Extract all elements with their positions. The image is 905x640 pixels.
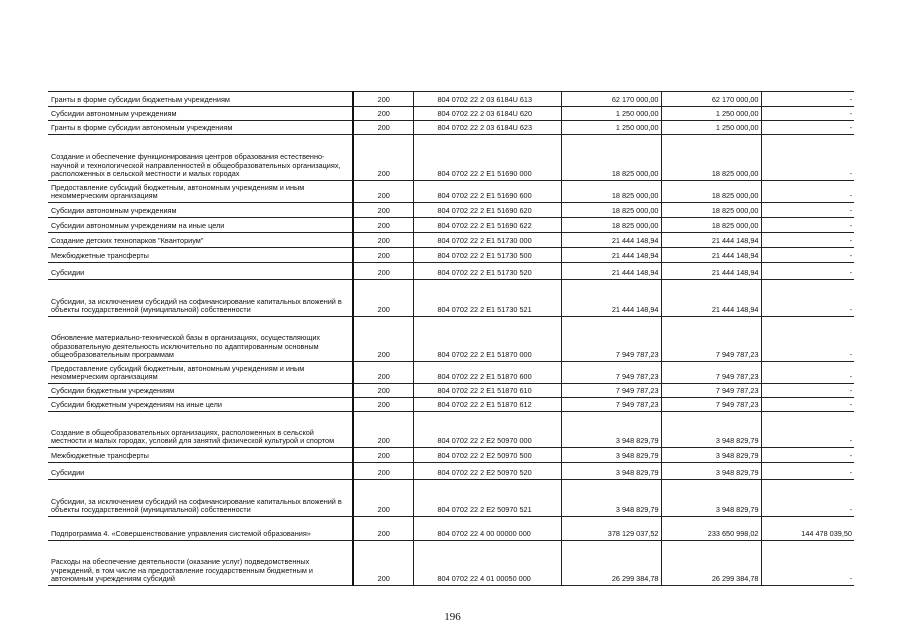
row-executed-amount: 7 949 787,23 [661,362,761,384]
table-row [48,384,854,398]
row-executed-amount: 18 825 000,00 [661,203,761,218]
row-code: 200 [353,121,413,135]
row-unexecuted-amount: - [761,412,854,448]
row-code: 200 [353,317,413,362]
row-classification-code: 804 0702 22 2 E1 51730 500 [413,248,561,263]
row-name: Субсидии автономным учреждениям [48,107,353,121]
row-approved-amount: 18 825 000,00 [561,135,661,181]
row-classification-code: 804 0702 22 2 E1 51870 612 [413,398,561,412]
row-name: Субсидии бюджетным учреждениям на иные цели [48,398,353,412]
row-unexecuted-amount: - [761,448,854,463]
row-approved-amount: 3 948 829,79 [561,463,661,480]
row-code: 200 [353,92,413,107]
table-row [48,412,854,448]
table-row [48,280,854,317]
table-row [48,248,854,263]
row-executed-amount: 1 250 000,00 [661,121,761,135]
row-executed-amount: 26 299 384,78 [661,541,761,586]
row-approved-amount: 18 825 000,00 [561,203,661,218]
row-name: Предоставление субсидий бюджетным, автономным учреждениям и иным некоммерческим организациям [48,362,353,384]
table-row [48,203,854,218]
row-name: Субсидии [48,263,353,280]
table-row [48,181,854,203]
row-classification-code: 804 0702 22 2 E1 51870 610 [413,384,561,398]
row-approved-amount: 3 948 829,79 [561,448,661,463]
row-unexecuted-amount: - [761,92,854,107]
row-executed-amount: 21 444 148,94 [661,233,761,248]
row-unexecuted-amount: - [761,121,854,135]
row-unexecuted-amount: - [761,107,854,121]
row-approved-amount: 18 825 000,00 [561,181,661,203]
row-unexecuted-amount: - [761,233,854,248]
table-row [48,317,854,362]
table-row [48,463,854,480]
row-code: 200 [353,181,413,203]
row-approved-amount: 1 250 000,00 [561,107,661,121]
row-name: Субсидии бюджетным учреждениям [48,384,353,398]
table-row [48,480,854,517]
row-unexecuted-amount: - [761,181,854,203]
row-name: Создание детских технопарков "Кванториум" [48,233,353,248]
table-row [48,263,854,280]
row-classification-code: 804 0702 22 2 E1 51730 520 [413,263,561,280]
row-approved-amount: 62 170 000,00 [561,92,661,107]
row-executed-amount: 18 825 000,00 [661,135,761,181]
row-unexecuted-amount: - [761,248,854,263]
row-unexecuted-amount: - [761,384,854,398]
row-approved-amount: 21 444 148,94 [561,263,661,280]
table-row [48,218,854,233]
row-approved-amount: 378 129 037,52 [561,517,661,541]
row-classification-code: 804 0702 22 4 01 00050 000 [413,541,561,586]
row-executed-amount: 7 949 787,23 [661,398,761,412]
row-executed-amount: 1 250 000,00 [661,107,761,121]
table-row [48,107,854,121]
row-executed-amount: 3 948 829,79 [661,412,761,448]
row-code: 200 [353,480,413,517]
row-name: Гранты в форме субсидии бюджетным учреждениям [48,92,353,107]
row-classification-code: 804 0702 22 2 03 6184U 623 [413,121,561,135]
row-code: 200 [353,248,413,263]
row-executed-amount: 18 825 000,00 [661,181,761,203]
row-unexecuted-amount: - [761,317,854,362]
row-code: 200 [353,203,413,218]
row-code: 200 [353,384,413,398]
row-approved-amount: 21 444 148,94 [561,248,661,263]
row-approved-amount: 21 444 148,94 [561,233,661,248]
row-approved-amount: 26 299 384,78 [561,541,661,586]
row-classification-code: 804 0702 22 2 E1 51690 600 [413,181,561,203]
page-number: 196 [444,611,461,623]
row-code: 200 [353,398,413,412]
row-approved-amount: 7 949 787,23 [561,384,661,398]
row-approved-amount: 21 444 148,94 [561,280,661,317]
row-name: Межбюджетные трансферты [48,448,353,463]
row-name: Обновление материально-технической базы в организациях, осуществляющих образовательную деятельность исключительно по адаптированным основным общеобразовательным программам [48,317,353,362]
row-executed-amount: 233 650 998,02 [661,517,761,541]
row-classification-code: 804 0702 22 2 E1 51730 521 [413,280,561,317]
table-row [48,541,854,586]
row-unexecuted-amount: - [761,362,854,384]
row-unexecuted-amount: - [761,463,854,480]
row-name: Межбюджетные трансферты [48,248,353,263]
row-name: Субсидии автономным учреждениям на иные цели [48,218,353,233]
row-code: 200 [353,280,413,317]
table-row [48,92,854,107]
row-unexecuted-amount: 144 478 039,50 [761,517,854,541]
row-unexecuted-amount: - [761,218,854,233]
row-name: Создание и обеспечение функционирования центров образования естественно-научной и технологической направленностей в общеобразовательных организациях, расположенных в сельской местности и малых городах [48,135,353,181]
row-name: Субсидии автономным учреждениям [48,203,353,218]
row-classification-code: 804 0702 22 4 00 00000 000 [413,517,561,541]
row-code: 200 [353,412,413,448]
row-executed-amount: 7 949 787,23 [661,317,761,362]
row-name: Субсидии [48,463,353,480]
row-name: Создание в общеобразовательных организациях, расположенных в сельской местности и малых городах, условий для занятий физической культурой и спортом [48,412,353,448]
row-classification-code: 804 0702 22 2 E1 51690 000 [413,135,561,181]
row-code: 200 [353,233,413,248]
row-code: 200 [353,107,413,121]
row-unexecuted-amount: - [761,263,854,280]
row-classification-code: 804 0702 22 2 E1 51690 622 [413,218,561,233]
table-row [48,135,854,181]
row-code: 200 [353,541,413,586]
row-approved-amount: 3 948 829,79 [561,412,661,448]
row-unexecuted-amount: - [761,541,854,586]
row-approved-amount: 3 948 829,79 [561,480,661,517]
row-approved-amount: 7 949 787,23 [561,362,661,384]
row-unexecuted-amount: - [761,135,854,181]
row-approved-amount: 1 250 000,00 [561,121,661,135]
row-unexecuted-amount: - [761,280,854,317]
row-executed-amount: 3 948 829,79 [661,448,761,463]
budget-table-body [48,92,854,586]
row-approved-amount: 7 949 787,23 [561,398,661,412]
row-code: 200 [353,463,413,480]
row-classification-code: 804 0702 22 2 E2 50970 000 [413,412,561,448]
row-classification-code: 804 0702 22 2 E2 50970 500 [413,448,561,463]
row-executed-amount: 7 949 787,23 [661,384,761,398]
table-row [48,448,854,463]
row-executed-amount: 3 948 829,79 [661,480,761,517]
budget-table [48,91,854,586]
table-row [48,398,854,412]
row-name: Расходы на обеспечение деятельности (оказание услуг) подведомственных учреждений, в том числе на предоставление государственным бюджетным и автономным учреждениям субсидий [48,541,353,586]
row-name: Подпрограмма 4. «Совершенствование управления системой образования» [48,517,353,541]
row-code: 200 [353,448,413,463]
row-unexecuted-amount: - [761,203,854,218]
row-approved-amount: 7 949 787,23 [561,317,661,362]
row-executed-amount: 21 444 148,94 [661,280,761,317]
row-name: Гранты в форме субсидии автономным учреждениям [48,121,353,135]
row-code: 200 [353,362,413,384]
row-executed-amount: 21 444 148,94 [661,248,761,263]
row-name: Субсидии, за исключением субсидий на софинансирование капитальных вложений в объекты государственной (муниципальной) собственности [48,280,353,317]
row-classification-code: 804 0702 22 2 E1 51730 000 [413,233,561,248]
row-classification-code: 804 0702 22 2 E2 50970 521 [413,480,561,517]
table-row [48,233,854,248]
row-classification-code: 804 0702 22 2 03 6184U 620 [413,107,561,121]
row-executed-amount: 21 444 148,94 [661,263,761,280]
row-classification-code: 804 0702 22 2 E1 51870 000 [413,317,561,362]
row-executed-amount: 3 948 829,79 [661,463,761,480]
row-classification-code: 804 0702 22 2 E1 51870 600 [413,362,561,384]
row-unexecuted-amount: - [761,480,854,517]
row-classification-code: 804 0702 22 2 03 6184U 613 [413,92,561,107]
table-row [48,362,854,384]
row-code: 200 [353,135,413,181]
row-classification-code: 804 0702 22 2 E2 50970 520 [413,463,561,480]
row-code: 200 [353,263,413,280]
table-row [48,517,854,541]
row-executed-amount: 62 170 000,00 [661,92,761,107]
row-name: Предоставление субсидий бюджетным, автономным учреждениям и иным некоммерческим организациям [48,181,353,203]
table-row [48,121,854,135]
row-code: 200 [353,517,413,541]
row-unexecuted-amount: - [761,398,854,412]
row-name: Субсидии, за исключением субсидий на софинансирование капитальных вложений в объекты государственной (муниципальной) собственности [48,480,353,517]
row-classification-code: 804 0702 22 2 E1 51690 620 [413,203,561,218]
row-executed-amount: 18 825 000,00 [661,218,761,233]
row-approved-amount: 18 825 000,00 [561,218,661,233]
row-code: 200 [353,218,413,233]
